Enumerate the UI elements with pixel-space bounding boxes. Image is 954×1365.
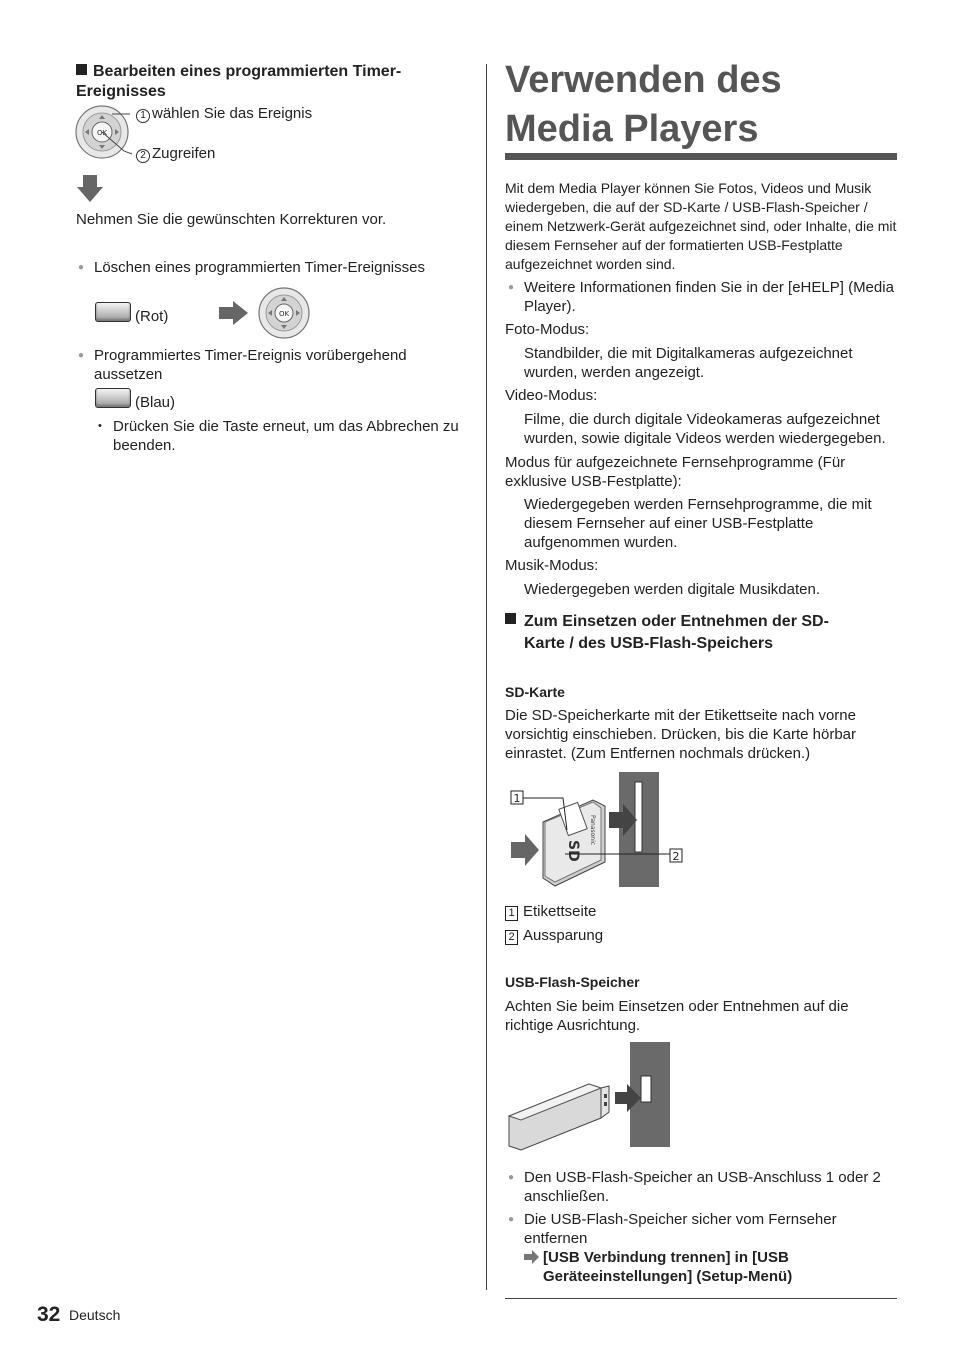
step-1: 1 wählen Sie das Ereignis: [136, 104, 312, 123]
remote-ok-pad-icon-2: [257, 286, 311, 340]
blue-button-icon: [95, 388, 131, 408]
mode-photo-name: Foto-Modus:: [505, 321, 590, 338]
mode-photo-desc: Standbilder, die mit Digitalkameras aufgezeichnet wurden, werden angezeigt.: [524, 345, 853, 381]
svg-text:1: 1: [513, 792, 521, 805]
page-title: Verwenden des Media Players: [505, 59, 782, 150]
down-arrow-icon: [76, 175, 104, 203]
usb-stick-illustration: [505, 1040, 675, 1155]
remote-ok-pad-icon: [72, 104, 142, 162]
section-square-icon: [76, 64, 87, 75]
timer-edit-heading: Bearbeiten eines programmierten Timer-Ereignisses: [76, 63, 402, 100]
mode-video-name: Video-Modus:: [505, 387, 598, 404]
usb-bullet-1: ● Den USB-Flash-Speicher an USB-Anschluss 1 oder 2 anschließen.: [524, 1168, 900, 1206]
link-arrow-icon: [524, 1250, 540, 1264]
mode-music-name: Musik-Modus:: [505, 557, 599, 574]
legend-1: 1 Etikettseite: [505, 902, 596, 921]
usb-disconnect-link[interactable]: [USB Verbindung trennen] in [USB Geräteeinstellungen] (Setup-Menü): [543, 1249, 793, 1285]
mode-recorded-name: Modus für aufgezeichnete Fernsehprogramme (Für exklusive USB-Festplatte):: [505, 454, 846, 490]
mode-video-desc: Filme, die durch digitale Videokameras aufgezeichnet wurden, sowie digitale Videos werden wiedergegeben.: [524, 411, 886, 447]
svg-text:SD: SD: [565, 840, 581, 862]
svg-text:Panasonic: Panasonic: [589, 815, 596, 846]
mode-recorded-desc: Wiedergegeben werden Fernsehprogramme, die mit diesem Fernseher auf einer USB-Festplatte aufgenommen wurden.: [524, 496, 872, 551]
bullet-pause: ● Programmiertes Timer-Ereignis vorübergehend aussetzen: [94, 346, 454, 384]
usb-text: Achten Sie beim Einsetzen oder Entnehmen auf die richtige Ausrichtung.: [505, 998, 849, 1034]
title-underline: [505, 153, 897, 160]
small-bullet-icon: •: [98, 420, 102, 432]
column-divider: [486, 64, 487, 1290]
intro-text: Mit dem Media Player können Sie Fotos, Videos und Musik wiedergeben, die auf der SD-Karte / USB-Flash-Speicher / einem Netzwerk-Gerät aufgezeichnet sind, oder Inhalte, die mit diesem Fernseher auf der formatierten USB-Festplatte aufgezeichnet worden sind.: [505, 180, 897, 272]
bullet-delete: ● Löschen eines programmierten Timer-Ereignisses: [94, 258, 474, 277]
blue-label: (Blau): [135, 394, 176, 411]
red-label: (Rot): [135, 308, 169, 325]
svg-text:OK: OK: [96, 129, 108, 137]
info-bullet: ● Weitere Informationen finden Sie in der [eHELP] (Media Player).: [524, 278, 894, 316]
sd-card-illustration: [505, 770, 695, 890]
bottom-rule: [505, 1298, 897, 1299]
step-2: 2 Zugreifen: [136, 144, 215, 163]
svg-text:2: 2: [672, 850, 680, 863]
sd-text: Die SD-Speicherkarte mit der Etikettseite nach vorne vorsichtig einschieben. Drücken, bis die Karte hörbar einrastet. (Zum Entfernen nochmals drücken.): [505, 707, 857, 762]
svg-text:OK: OK: [278, 310, 290, 318]
red-button-icon: [95, 302, 131, 322]
sub-note: Drücken Sie die Taste erneut, um das Abbrechen zu beenden.: [113, 418, 459, 454]
sd-title: SD-Karte: [505, 684, 565, 700]
page-number: 32: [37, 1303, 61, 1326]
insert-section-heading: Zum Einsetzen oder Entnehmen der SD-Karte / des USB-Flash-Speichers: [524, 613, 829, 652]
instruction-text: Nehmen Sie die gewünschten Korrekturen vor.: [76, 211, 387, 228]
usb-bullet-2: ● Die USB-Flash-Speicher sicher vom Fernseher entfernen: [524, 1210, 894, 1248]
footer-language: Deutsch: [69, 1307, 121, 1323]
usb-title: USB-Flash-Speicher: [505, 974, 640, 990]
right-arrow-icon: [219, 300, 249, 326]
legend-2: 2 Aussparung: [505, 926, 603, 945]
section-square-icon-2: [505, 611, 525, 631]
mode-music-desc: Wiedergegeben werden digitale Musikdaten.: [524, 581, 821, 598]
